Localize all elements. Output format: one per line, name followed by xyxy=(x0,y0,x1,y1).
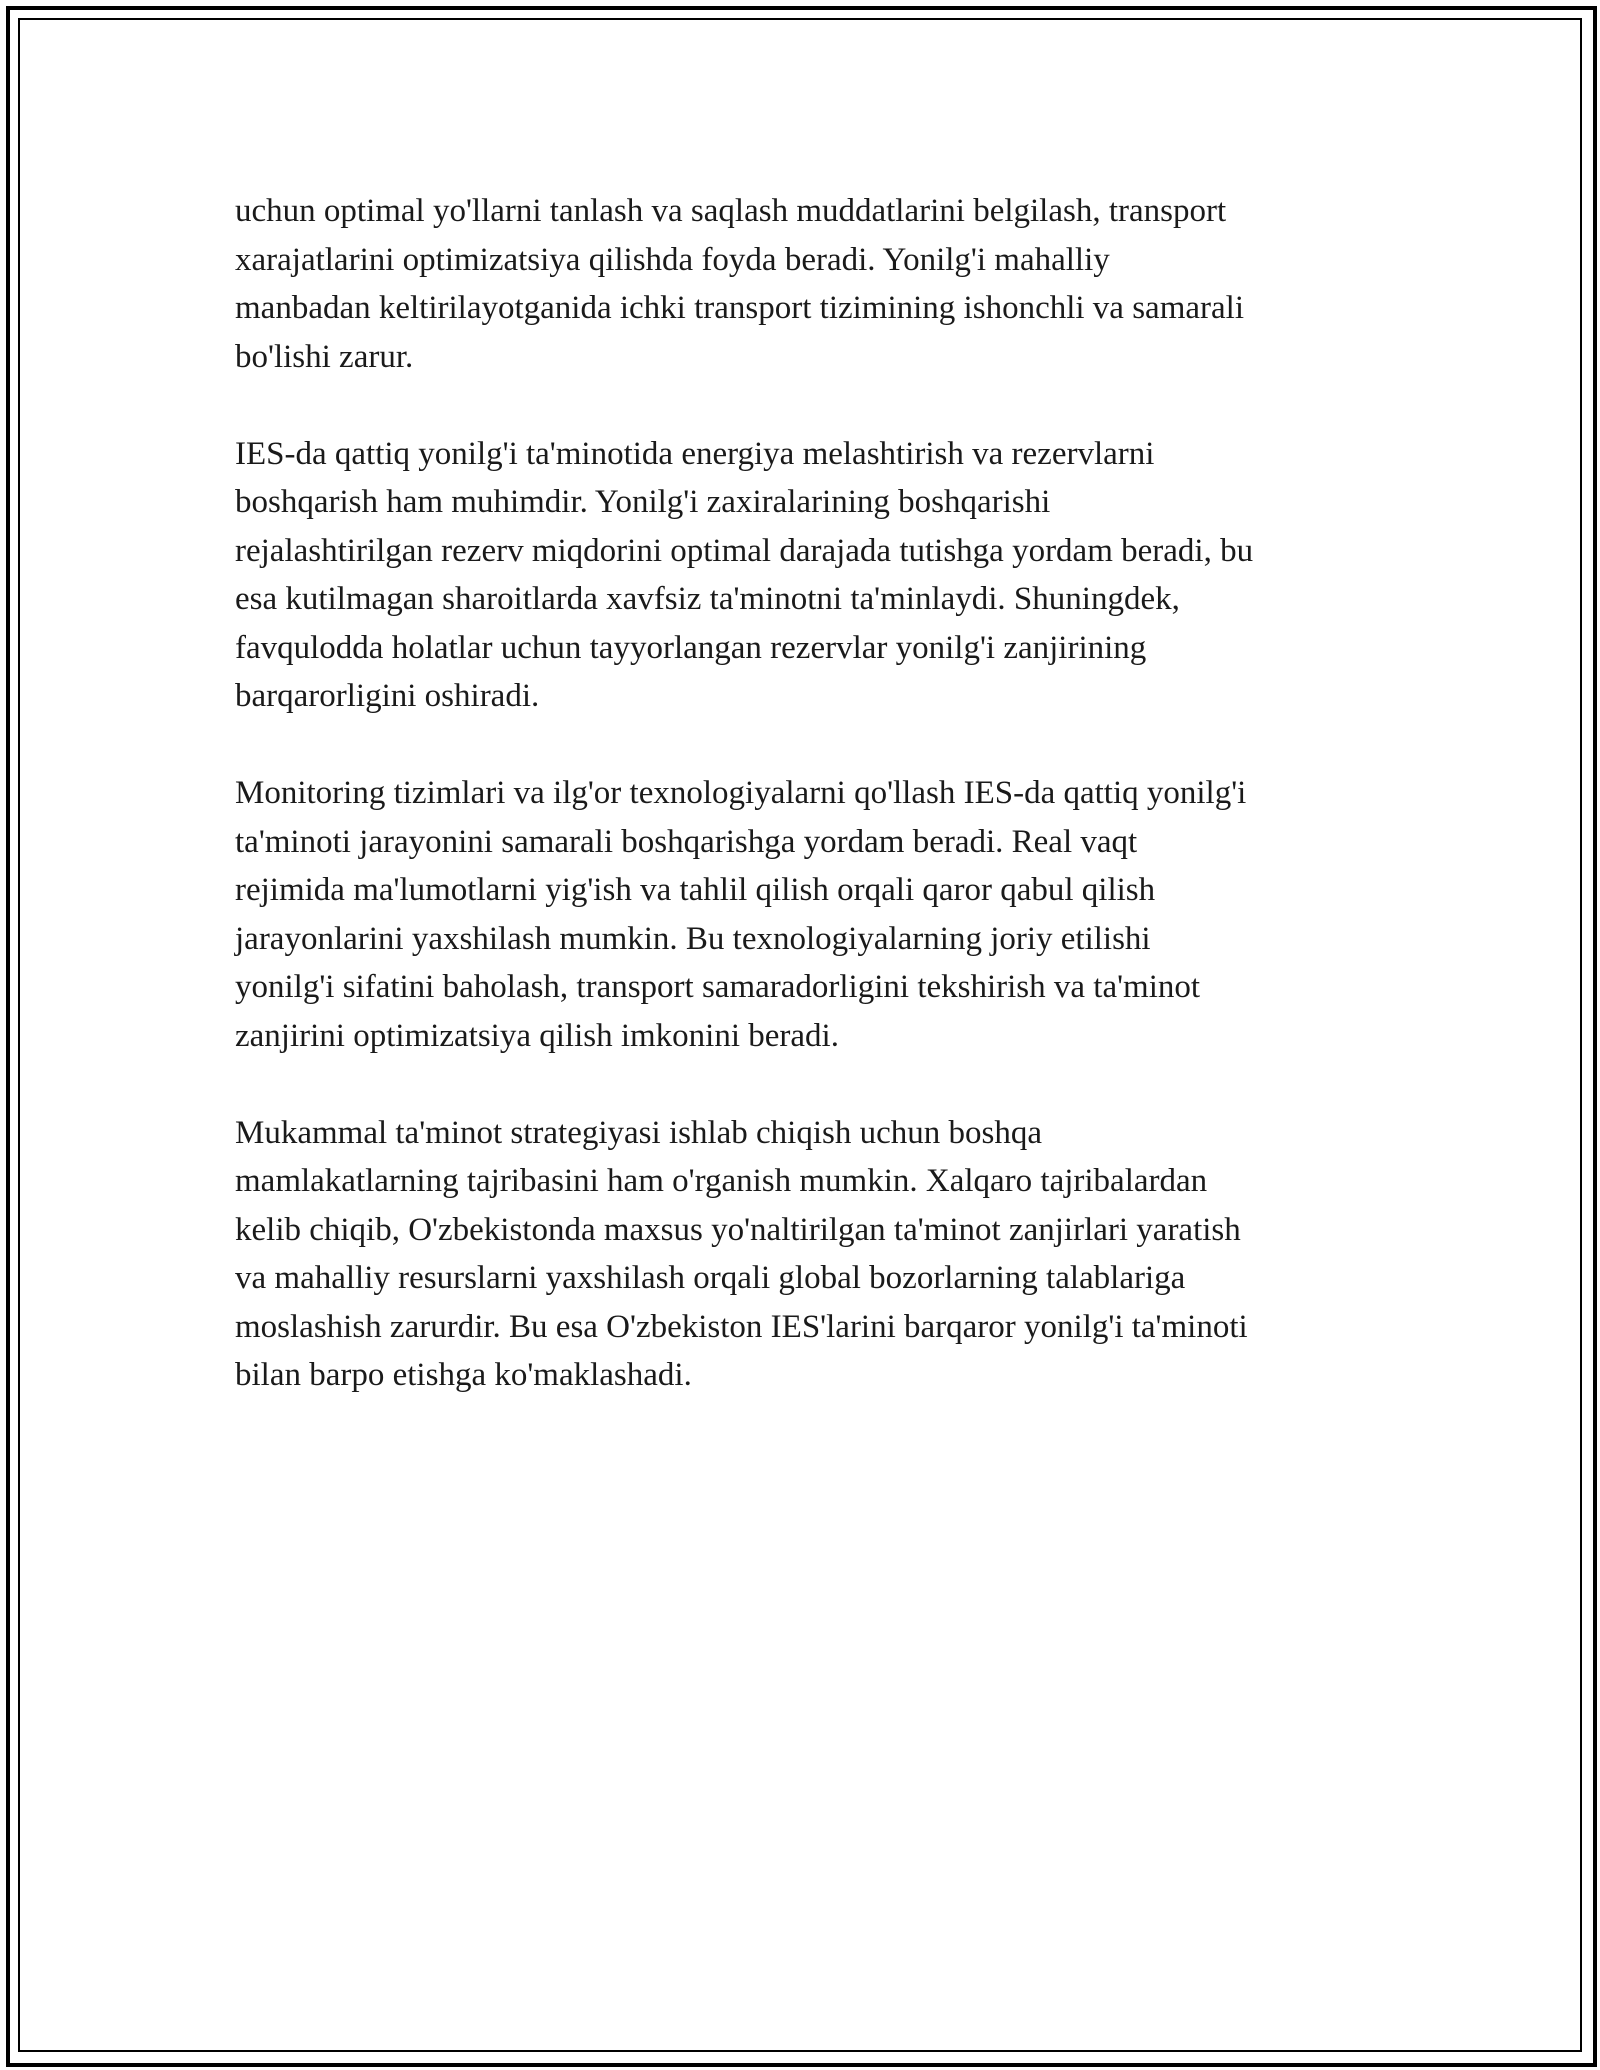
paragraph-4 xyxy=(235,1109,1385,1400)
text-line: ta'minoti jarayonini samarali boshqarishga yordam beradi. Real vaqt xyxy=(235,823,1138,860)
text-line: zanjirini optimizatsiya qilish imkonini beradi. xyxy=(235,1017,839,1054)
text-line: va mahalliy resurslarni yaxshilash orqali global bozorlarning talablariga xyxy=(235,1260,1186,1296)
text-line: mamlakatlarning tajribasini ham o'rganish mumkin. Xalqaro tajribalardan xyxy=(235,1163,1208,1199)
text-line: moslashish zarurdir. Bu esa O'zbekiston IES'larini barqaror yonilg'i ta'minoti xyxy=(235,1308,1248,1345)
text-line: bo'lishi zarur. xyxy=(235,338,414,375)
document-body xyxy=(235,187,1385,1448)
text-line: yonilg'i sifatini baholash, transport samaradorligini tekshirish va ta'minot xyxy=(235,969,1201,1005)
text-line: Mukammal ta'minot strategiyasi ishlab chiqish uchun boshqa xyxy=(235,1114,1042,1151)
paragraph-3 xyxy=(235,769,1385,1060)
text-line: kelib chiqib, O'zbekistonda maxsus yo'naltirilgan ta'minot zanjirlari yaratish xyxy=(235,1211,1241,1248)
text-line: barqarorligini oshiradi. xyxy=(235,678,540,714)
text-line: jarayonlarini yaxshilash mumkin. Bu texnologiyalarning joriy etilishi xyxy=(235,920,1151,957)
paragraph-2 xyxy=(235,430,1385,721)
text-line: rejalashtirilgan rezerv miqdorini optimal darajada tutishga yordam beradi, bu xyxy=(235,532,1254,569)
text-line: favqulodda holatlar uchun tayyorlangan rezervlar yonilg'i zanjirining xyxy=(235,629,1147,666)
paragraph-1 xyxy=(235,187,1385,381)
text-line: uchun optimal yo'llarni tanlash va saqlash muddatlarini belgilash, transport xyxy=(235,193,1227,229)
text-line: xarajatlarini optimizatsiya qilishda foyda beradi. Yonilg'i mahalliy xyxy=(235,241,1110,278)
text-line: manbadan keltirilayotganida ichki transport tizimining ishonchli va samarali xyxy=(235,290,1244,326)
text-line: rejimida ma'lumotlarni yig'ish va tahlil qilish orqali qaror qabul qilish xyxy=(235,872,1156,908)
text-line: bilan barpo etishga ko'maklashadi. xyxy=(235,1357,692,1393)
text-line: esa kutilmagan sharoitlarda xavfsiz ta'minotni ta'minlaydi. Shuningdek, xyxy=(235,581,1180,617)
text-line: boshqarish ham muhimdir. Yonilg'i zaxiralarining boshqarishi xyxy=(235,484,1051,520)
text-line: IES-da qattiq yonilg'i ta'minotida energiya melashtirish va rezervlarni xyxy=(235,435,1155,472)
text-line: Monitoring tizimlari va ilg'or texnologiyalarni qo'llash IES-da qattiq yonilg'i xyxy=(235,775,1247,811)
